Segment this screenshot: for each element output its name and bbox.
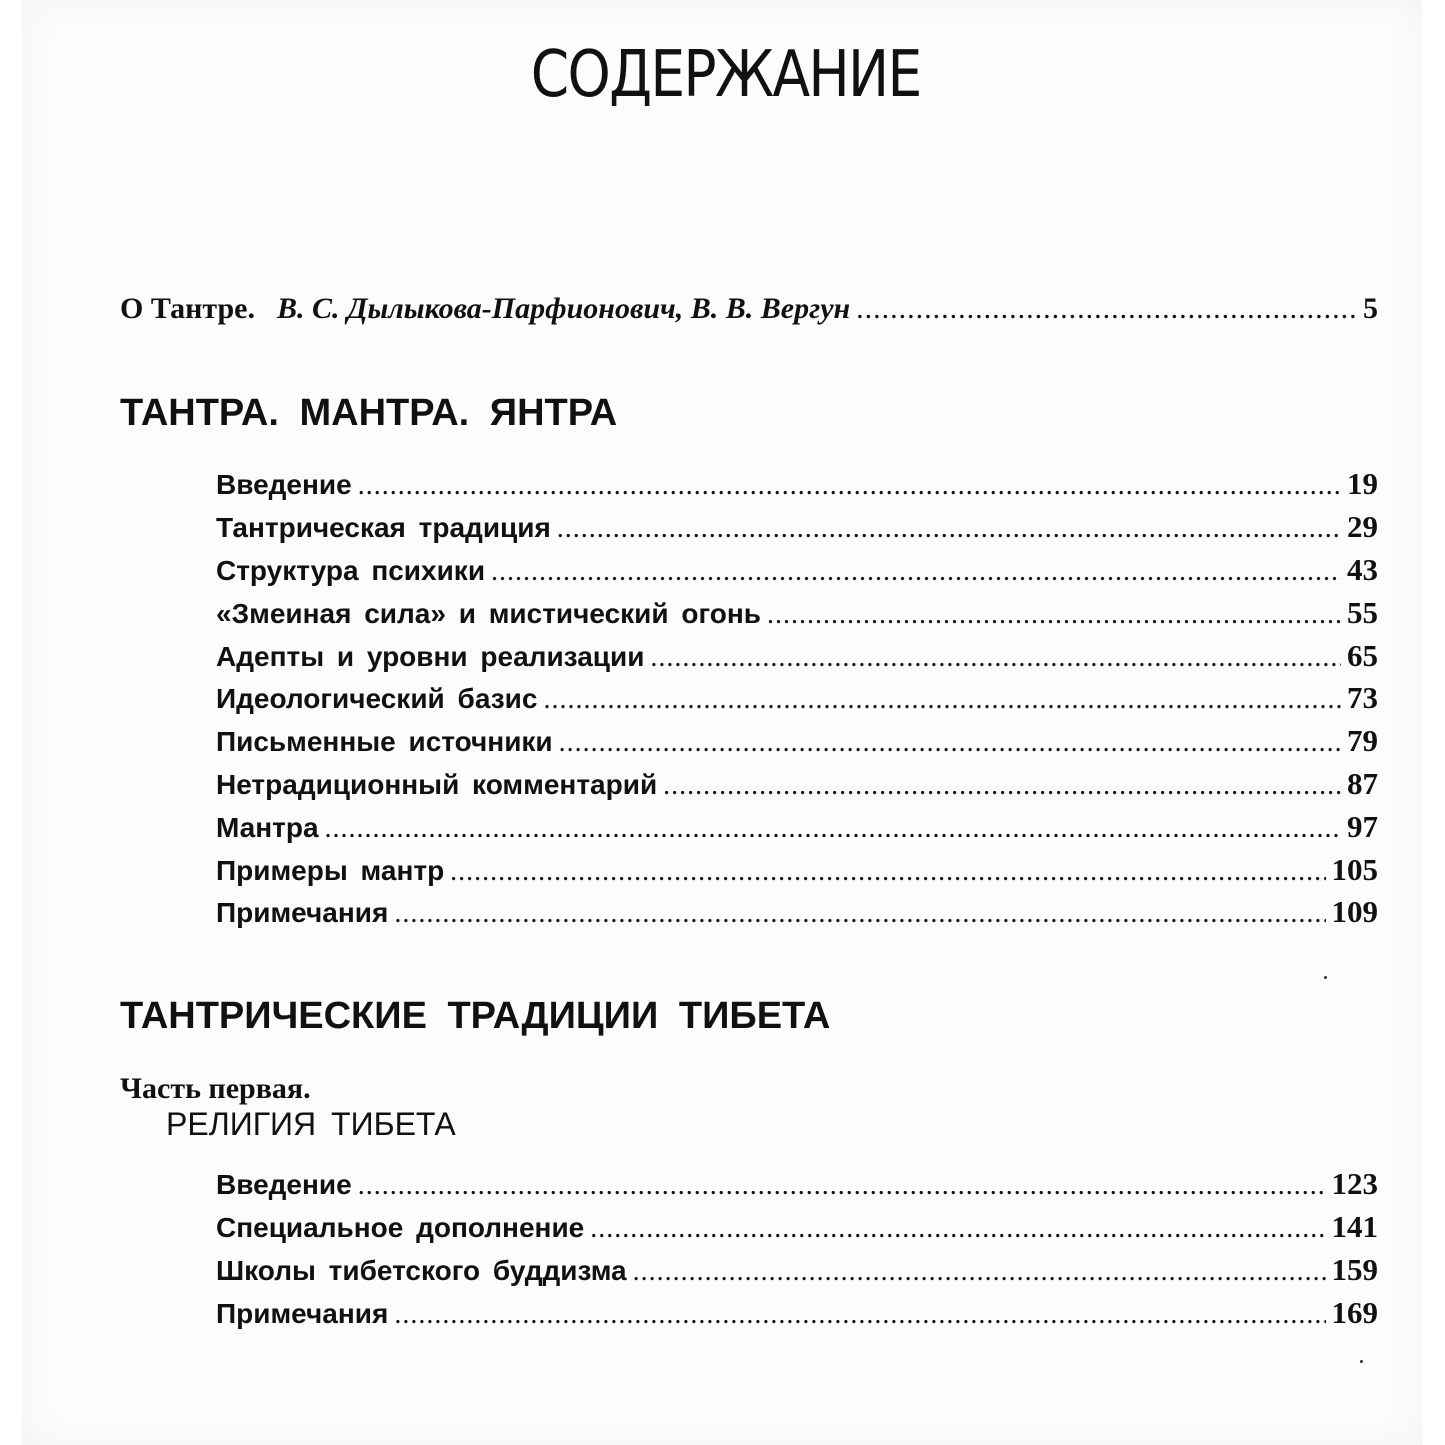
section-heading-tantra: ТАНТРА. МАНТРА. ЯНТРА: [120, 392, 618, 434]
toc-entry-label: «Змеиная сила» и мистический огонь: [216, 598, 761, 629]
dot-leader: [633, 1256, 1326, 1288]
toc-entry: [216, 852, 1378, 888]
toc-entry-page: 65: [1347, 638, 1378, 673]
dot-leader: [590, 1213, 1325, 1245]
toc-entry-page: 169: [1331, 1295, 1378, 1330]
toc-entry: [216, 1295, 1378, 1331]
toc-entry-label: Введение: [216, 1169, 352, 1200]
dot-leader: [543, 684, 1341, 716]
toc-entry: [216, 894, 1378, 930]
toc-entry: [216, 1252, 1378, 1288]
toc-entry: [216, 723, 1378, 759]
toc-entry-authors: В. С. Дылыкова-Парфионович, В. В. Вергун: [277, 292, 851, 325]
toc-entry-page: 87: [1347, 766, 1378, 801]
toc-entry-label: О Тантре.: [120, 292, 255, 325]
toc-entry: [216, 595, 1378, 631]
toc-entry-page: 97: [1347, 809, 1378, 844]
toc-entry: [216, 680, 1378, 716]
toc-entry-page: 123: [1331, 1166, 1378, 1201]
toc-entry-label: Адепты и уровни реализации: [216, 641, 645, 672]
print-speck: [1324, 976, 1327, 979]
toc-entry-page: 43: [1347, 552, 1378, 587]
part-title: РЕЛИГИЯ ТИБЕТА: [166, 1106, 456, 1142]
dot-leader: [325, 813, 1341, 845]
dot-leader: [450, 856, 1325, 888]
toc-entry-label: Тантрическая традиция: [216, 512, 551, 543]
toc-entry-page: 109: [1331, 894, 1378, 929]
toc-entry-page: 141: [1331, 1209, 1378, 1244]
toc-entry-label: Мантра: [216, 812, 319, 843]
dot-leader: [394, 1299, 1325, 1331]
dot-leader: [358, 1170, 1326, 1202]
dot-leader: [394, 898, 1325, 930]
toc-entry-page: 159: [1331, 1252, 1378, 1287]
dot-leader: [559, 727, 1341, 759]
toc-entry-intro: [120, 292, 1378, 326]
dot-leader: [557, 513, 1341, 545]
toc-entry-label: Письменные источники: [216, 726, 553, 757]
toc-entry-label: Структура психики: [216, 555, 486, 586]
dot-leader: [856, 292, 1357, 326]
toc-entry-page: 5: [1363, 292, 1378, 325]
toc-entry-page: 19: [1347, 466, 1378, 501]
toc-entry: [216, 1166, 1378, 1202]
dot-leader: [358, 470, 1341, 502]
toc-entry-label: Идеологический базис: [216, 683, 538, 714]
page-title: СОДЕРЖАНИЕ: [530, 38, 921, 112]
part-label: Часть первая.: [120, 1072, 311, 1105]
toc-entry: [216, 766, 1378, 802]
toc-entry: [216, 638, 1378, 674]
print-speck: [1360, 1360, 1363, 1363]
toc-entry-label: Нетрадиционный комментарий: [216, 769, 658, 800]
toc-entry-label: Школы тибетского буддизма: [216, 1255, 627, 1286]
dot-leader: [650, 642, 1341, 674]
toc-entry-label: Введение: [216, 469, 352, 500]
toc-entry-page: 105: [1331, 852, 1378, 887]
toc-entry-page: 55: [1347, 595, 1378, 630]
toc-entry-page: 79: [1347, 723, 1378, 758]
section-heading-tibet: ТАНТРИЧЕСКИЕ ТРАДИЦИИ ТИБЕТА: [120, 995, 831, 1037]
dot-leader: [491, 556, 1341, 588]
dot-leader: [767, 599, 1341, 631]
toc-entry-label: Примеры мантр: [216, 855, 445, 886]
dot-leader: [663, 770, 1341, 802]
toc-entry-label: Примечания: [216, 1298, 389, 1329]
toc-entry: [216, 509, 1378, 545]
toc-entry: [216, 552, 1378, 588]
toc-entry-label: Примечания: [216, 897, 389, 928]
toc-entry-label: Специальное дополнение: [216, 1212, 585, 1243]
toc-entry: [216, 1209, 1378, 1245]
toc-entry-page: 29: [1347, 509, 1378, 544]
toc-entry: [216, 466, 1378, 502]
toc-entry: [216, 809, 1378, 845]
toc-entry-page: 73: [1347, 680, 1378, 715]
